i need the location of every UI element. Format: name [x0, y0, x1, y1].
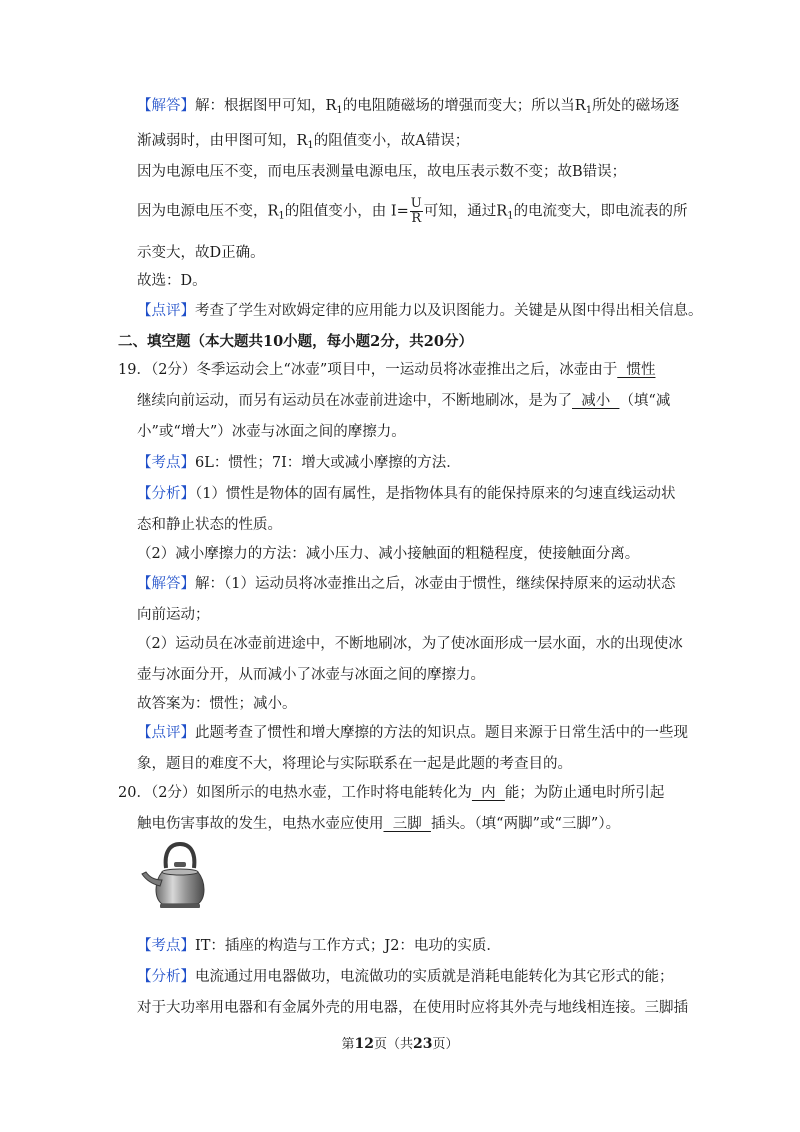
q19-comment-1: 【点评】此题考查了惯性和增大摩擦的方法的知识点。题目来源于日常生活中的一些现 — [137, 725, 688, 741]
q20-line-2: 触电伤害事故的发生，电热水壶应使用 三脚 插头。（填“两脚”或“三脚”）。 — [137, 816, 621, 832]
q19-analysis-3: （2）减小摩擦力的方法：减小压力、减小接触面的粗糙程度，使接触面分离。 — [137, 546, 640, 562]
answer-tag: 【解答】 — [137, 98, 195, 114]
q19-point: 【考点】6L：惯性；7I：增大或减小摩擦的方法． — [137, 455, 461, 471]
q19-solution-3: （2）运动员在冰壶前进途中，不断地刷冰，为了使冰面形成一层水面，水的出现使冰 — [137, 636, 683, 652]
page-number: 12 — [354, 1036, 374, 1052]
answer-line-3: 因为电源电压不变，而电压表测量电源电压，故电压表示数不变；故B错误； — [137, 164, 627, 180]
electric-kettle-image — [140, 838, 220, 910]
q20-point: 【考点】IT：插座的构造与工作方式；J2：电功的实质． — [137, 938, 501, 954]
q20-blank-1: 内 — [471, 785, 505, 801]
q19-line-3: 小”或“增大”）冰壶与冰面之间的摩擦力。 — [137, 424, 406, 440]
ohm-fraction: $\frac{U}{R}$ — [410, 196, 422, 226]
comment-tag: 【点评】 — [137, 303, 195, 319]
answer-line-4: 因为电源电压不变，$R_1$的阻值变小，由 I= $\frac{U}{R}$ 可知，通过$R_1$的电流变大，即电流表的所 — [137, 196, 688, 226]
q19-analysis-2: 态和静止状态的性质。 — [137, 517, 282, 533]
q19-solution-2: 向前运动； — [137, 607, 210, 623]
comment-line: 【点评】考查了学生对欧姆定律的应用能力以及识图能力。关键是从图中得出相关信息。 — [137, 303, 703, 319]
section-heading: 二、填空题（本大题共10小题，每小题2分，共20分） — [118, 333, 473, 350]
q19-blank-2: 减小 — [572, 393, 620, 409]
q20-analysis-2: 对于大功率用电器和有金属外壳的用电器，在使用时应将其外壳与地线相连接。三脚插 — [137, 1000, 688, 1016]
q19-solution-1: 【解答】解：（1）运动员将冰壶推出之后，冰壶由于惯性，继续保持原来的运动状态 — [137, 576, 676, 592]
q19-solution-5: 故答案为：惯性；减小。 — [137, 696, 297, 712]
answer-line-2: 渐减弱时，由甲图可知，$R_1$的阻值变小，故A错误； — [137, 133, 470, 151]
answer-line-5: 示变大，故D正确。 — [137, 245, 265, 261]
q19-line-1: 19．（2分）冬季运动会上“冰壶”项目中，一运动员将冰壶推出之后，冰壶由于 惯性 — [118, 362, 656, 378]
answer-line-1: 【解答】解：根据图甲可知，$R_1$的电阻随磁场的增强而变大；所以当$R_1$所处的磁场逐 — [137, 98, 680, 116]
q20-line-1: 20．（2分）如图所示的电热水壶，工作时将电能转化为 内 能；为防止通电时所引起 — [118, 785, 665, 801]
q19-comment-2: 象，题目的难度不大，将理论与实际联系在一起是此题的考查目的。 — [137, 756, 572, 772]
q20-blank-2: 三脚 — [383, 816, 431, 832]
q19-analysis-1: 【分析】（1）惯性是物体的固有属性，是指物体具有的能保持原来的匀速直线运动状 — [137, 486, 676, 502]
q20-analysis-1: 【分析】电流通过用电器做功，电流做功的实质就是消耗电能转化为其它形式的能； — [137, 969, 674, 985]
q19-line-2: 继续向前运动，而另有运动员在冰壶前进途中，不断地刷冰，是为了 减小 （填“减 — [137, 393, 671, 409]
q19-blank-1: 惯性 — [617, 362, 656, 378]
total-pages: 23 — [413, 1036, 433, 1052]
q19-solution-4: 壶与冰面分开，从而减小了冰壶与冰面之间的摩擦力。 — [137, 667, 485, 683]
page-footer: 第12页（共23页） — [341, 1036, 459, 1052]
answer-line-6: 故选：D。 — [137, 273, 207, 289]
